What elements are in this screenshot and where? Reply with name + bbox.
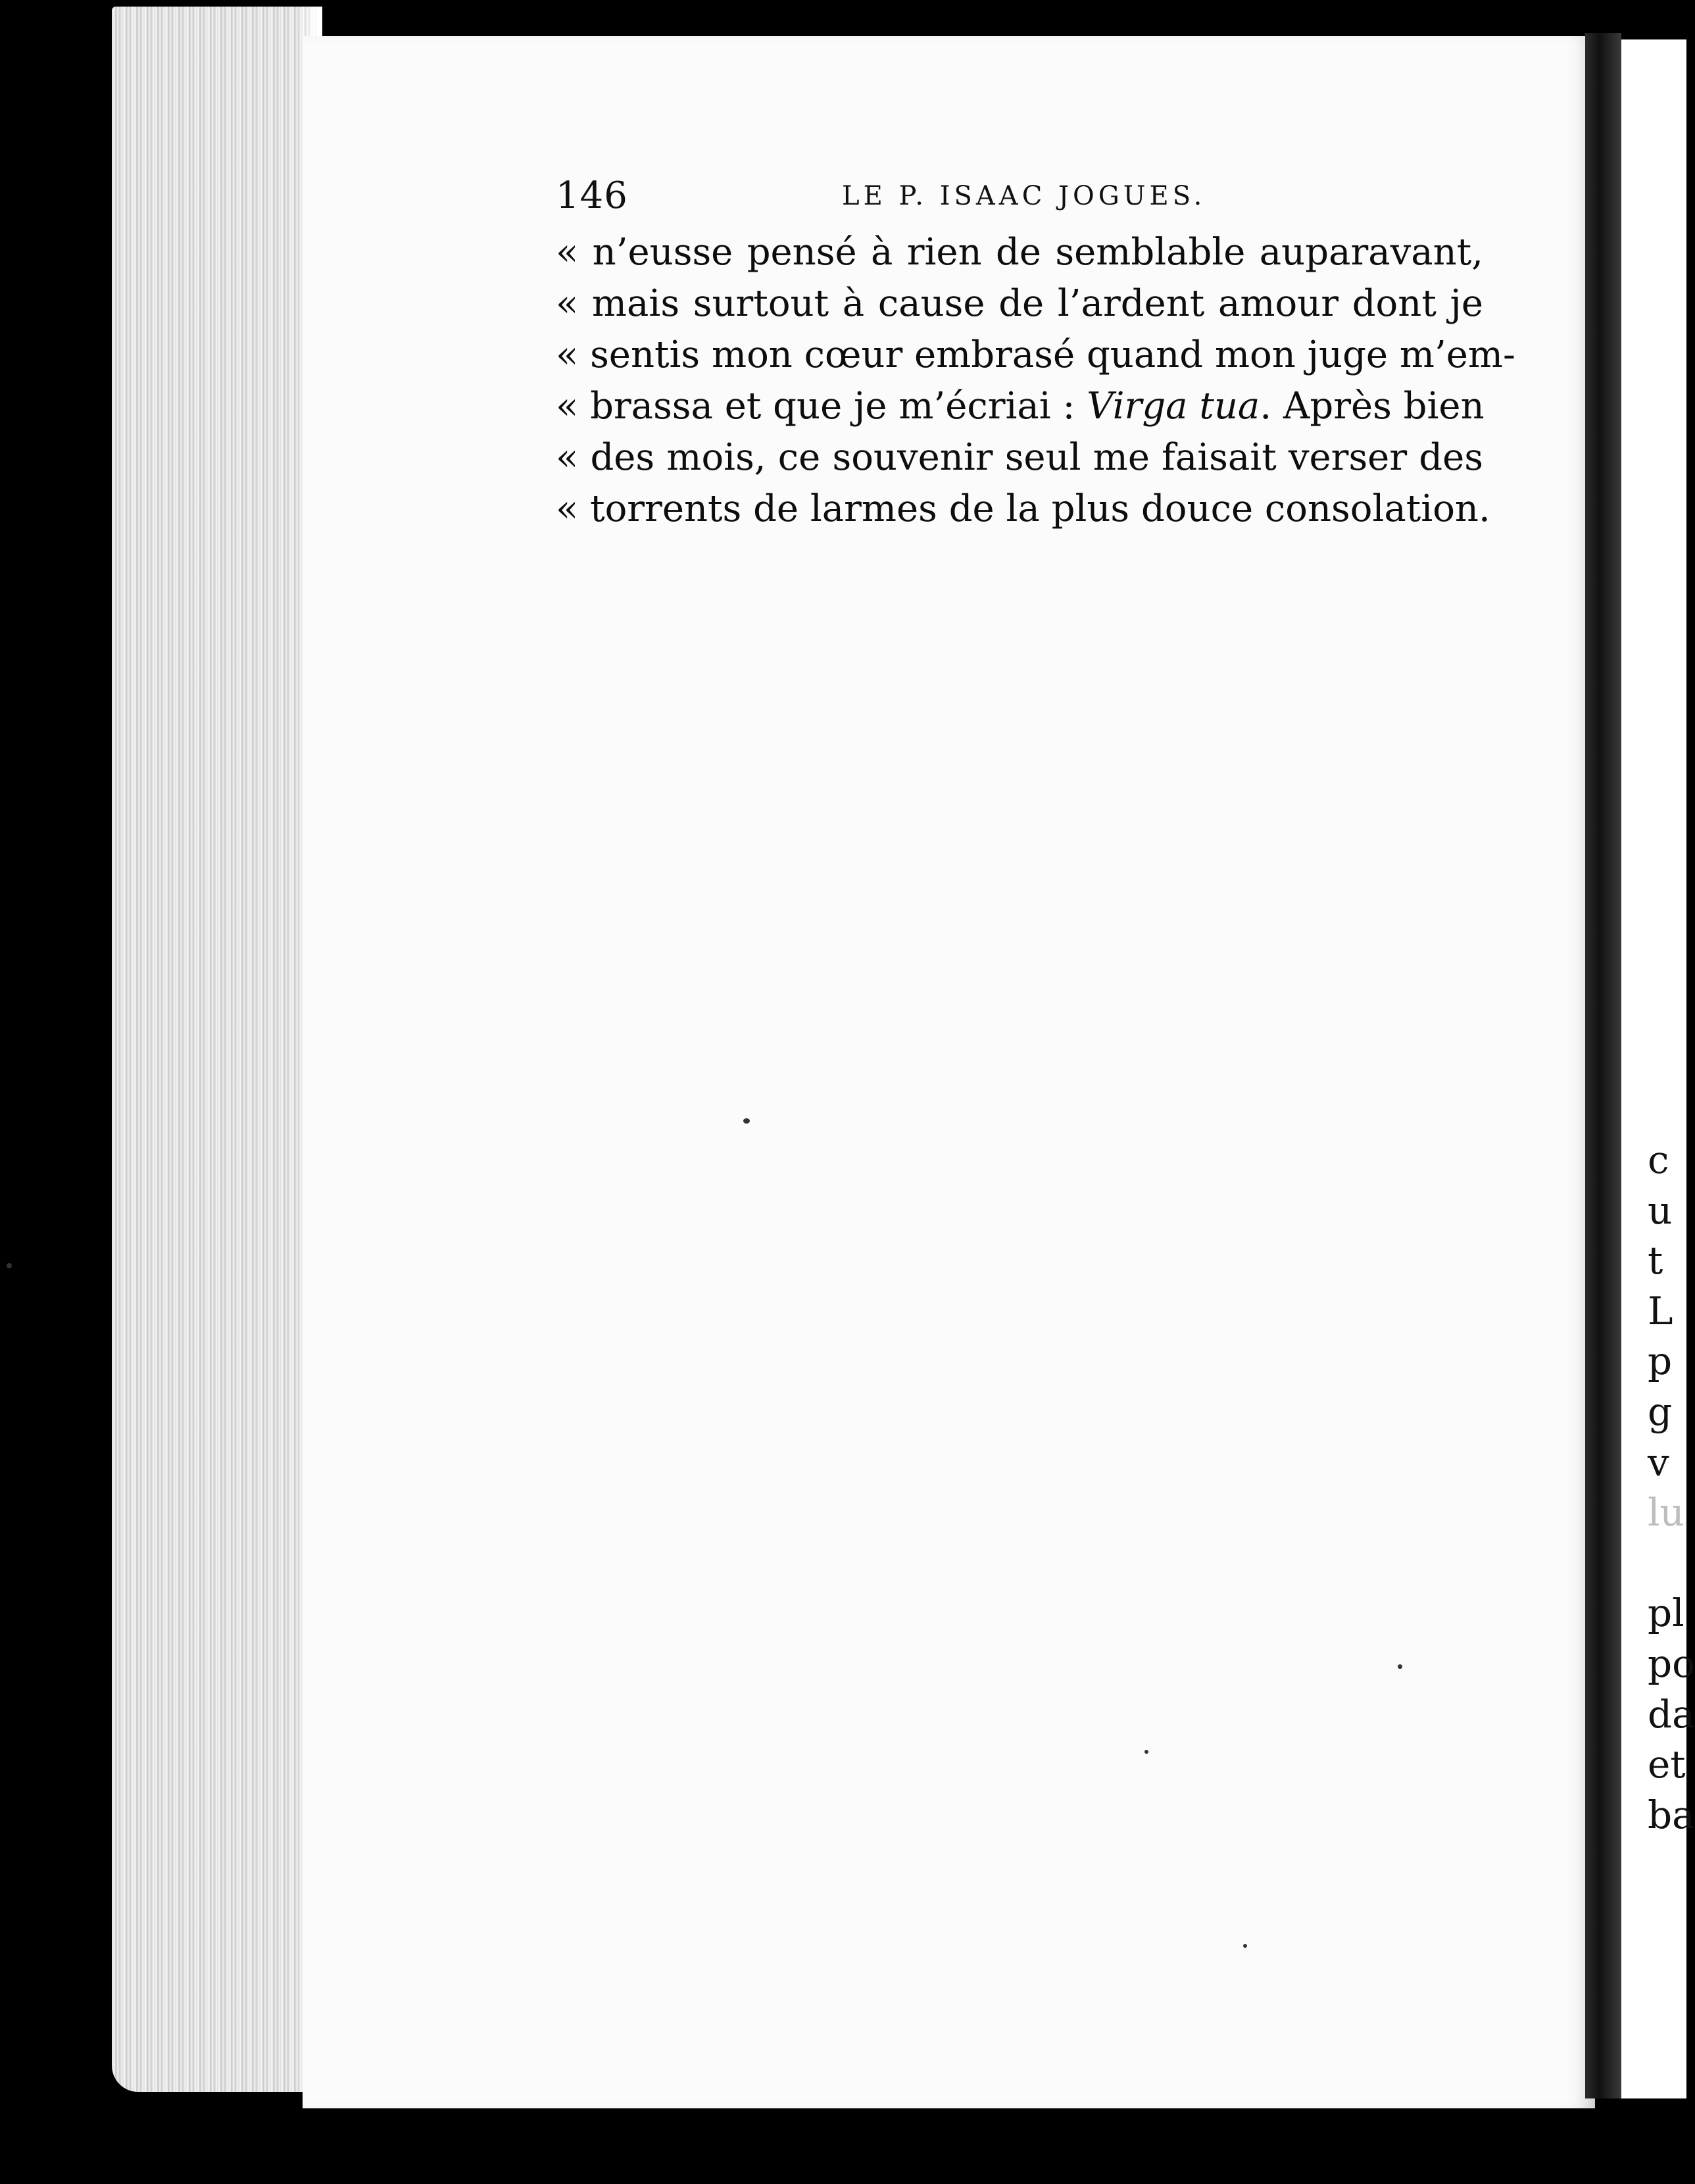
next-page-line: g (1648, 1389, 1673, 1434)
next-page-line: ba (1648, 1792, 1695, 1837)
next-page-line: pl (1648, 1591, 1684, 1636)
next-page-line: p (1648, 1339, 1673, 1384)
book-gutter (1585, 33, 1621, 2098)
dust-speck (7, 1263, 12, 1268)
page-edges (112, 7, 322, 2092)
text-line: « sentis mon cœur embrasé quand mon juge m’em- (556, 334, 1515, 376)
running-title: LE P. ISAAC JOGUES. (842, 181, 1206, 211)
next-page-line: et (1648, 1742, 1686, 1787)
text-line: « mais surtout à cause de l’ardent amour dont je (556, 282, 1483, 325)
dust-speck (1243, 1944, 1247, 1948)
text-line: « n’eusse pensé à rien de semblable auparavant, (556, 231, 1483, 274)
page-number: 146 (556, 174, 628, 217)
next-page-line: t (1648, 1238, 1663, 1283)
dust-speck (1398, 1664, 1402, 1669)
next-page-line: da (1648, 1691, 1695, 1737)
body-text (556, 227, 1515, 535)
next-page-line: u (1648, 1187, 1673, 1233)
next-page-line: lu (1648, 1490, 1684, 1535)
text-line: « torrents de larmes de la plus douce consolation. (556, 487, 1490, 530)
page-header (556, 174, 1483, 220)
next-page-text (1648, 1135, 1695, 1840)
next-page-line: v (1648, 1439, 1669, 1485)
text-line: « des mois, ce souvenir seul me faisait verser des (556, 436, 1483, 479)
text-line (556, 381, 1483, 432)
next-page-line: L (1648, 1288, 1673, 1333)
next-page-line: c (1648, 1137, 1669, 1182)
next-page-line (1648, 1538, 1686, 1589)
dust-speck (1144, 1750, 1148, 1754)
text-segment: « brassa et que je m’écriai : (556, 385, 1087, 428)
latin-quote: Virga tua (1087, 385, 1260, 428)
next-page-line: po (1648, 1641, 1695, 1686)
text-segment: . Après bien (1260, 385, 1485, 428)
dust-speck (743, 1118, 750, 1124)
